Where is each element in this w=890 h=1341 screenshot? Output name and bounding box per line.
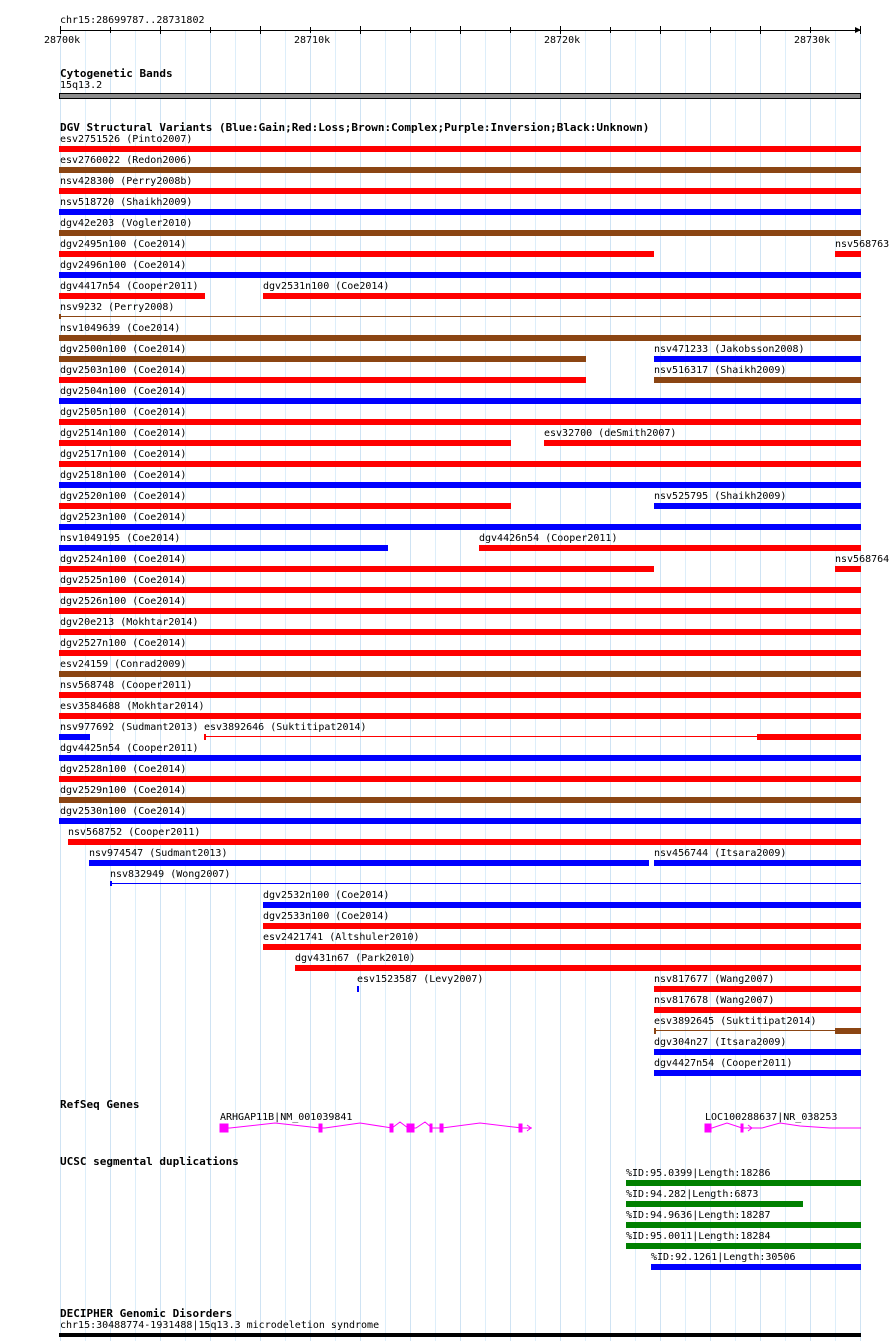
variant-bar[interactable]: [59, 734, 90, 740]
ruler-tick: [110, 27, 111, 33]
variant-label: nsv568763: [835, 239, 890, 250]
variant-label: dgv2533n100 (Coe2014): [263, 911, 390, 922]
variant-bar[interactable]: [479, 545, 861, 551]
variant-bar-cap: [110, 881, 112, 886]
variant-label: esv2760022 (Redon2006): [60, 155, 193, 166]
region-label: chr15:28699787..28731802: [60, 15, 205, 26]
variant-bar-block: [757, 734, 861, 740]
ruler-tick: [710, 27, 711, 33]
variant-label: dgv2528n100 (Coe2014): [60, 764, 187, 775]
ruler-tick: [160, 26, 161, 34]
variant-bar[interactable]: [59, 671, 861, 677]
ruler-tick-label: 28710k: [294, 35, 331, 46]
variant-label: nsv471233 (Jakobsson2008): [654, 344, 805, 355]
variant-label: dgv2526n100 (Coe2014): [60, 596, 187, 607]
ruler-tick: [360, 26, 361, 34]
variant-label: nsv9232 (Perry2008): [60, 302, 175, 313]
variant-label: dgv2518n100 (Coe2014): [60, 470, 187, 481]
variant-label: dgv20e213 (Mokhtar2014): [60, 617, 199, 628]
variant-bar[interactable]: [59, 713, 861, 719]
variant-label: esv3892645 (Suktitipat2014): [654, 1016, 817, 1027]
ruler-tick: [260, 26, 261, 34]
variant-bar-cap: [204, 734, 206, 740]
decipher-label: chr15:30488774-1931488|15q13.3 microdeletion syndrome: [60, 1320, 380, 1331]
segdup-bar[interactable]: [651, 1264, 861, 1270]
ruler-tick: [660, 26, 661, 34]
variant-bar[interactable]: [59, 482, 861, 488]
variant-bar-cap: [654, 1028, 656, 1034]
variant-label: nsv516317 (Shaikh2009): [654, 365, 787, 376]
variant-bar[interactable]: [654, 356, 861, 362]
decipher-track-title: DECIPHER Genomic Disorders: [60, 1307, 233, 1320]
decipher-bar[interactable]: [59, 1333, 861, 1337]
segdup-label: %ID:92.1261|Length:30506: [651, 1252, 796, 1263]
variant-label: dgv4425n54 (Cooper2011): [60, 743, 199, 754]
variant-bar[interactable]: [654, 986, 861, 992]
variant-label: dgv431n67 (Park2010): [295, 953, 416, 964]
segdup-bar[interactable]: [626, 1243, 861, 1249]
gene-model-arhgap11b: [220, 1122, 532, 1132]
ruler-tick: [860, 26, 861, 34]
variant-bar[interactable]: [59, 461, 861, 467]
cytoband-track-title: Cytogenetic Bands: [60, 67, 173, 80]
dgv-track-title: DGV Structural Variants (Blue:Gain;Red:Loss;Brown:Complex;Purple:Inversion;Black:Unknown): [60, 121, 650, 134]
variant-label: esv3892646 (Suktitipat2014): [204, 722, 367, 733]
variant-bar[interactable]: [110, 883, 861, 884]
variant-bar[interactable]: [654, 377, 861, 383]
variant-bar[interactable]: [59, 629, 861, 635]
variant-bar[interactable]: [59, 566, 654, 572]
variant-label: dgv2531n100 (Coe2014): [263, 281, 390, 292]
variant-label: nsv456744 (Itsara2009): [654, 848, 787, 859]
variant-label: dgv2525n100 (Coe2014): [60, 575, 187, 586]
variant-label: dgv2495n100 (Coe2014): [60, 239, 187, 250]
variant-bar[interactable]: [59, 797, 861, 803]
variant-label: dgv2523n100 (Coe2014): [60, 512, 187, 523]
variant-label: esv2751526 (Pinto2007): [60, 134, 193, 145]
ruler-tick: [810, 27, 811, 33]
variant-label: nsv817678 (Wang2007): [654, 995, 775, 1006]
ruler-tick: [560, 26, 561, 34]
variant-label: dgv2500n100 (Coe2014): [60, 344, 187, 355]
variant-label: esv24159 (Conrad2009): [60, 659, 187, 670]
ruler-tick: [60, 26, 61, 34]
variant-bar[interactable]: [654, 860, 861, 866]
variant-bar[interactable]: [263, 944, 861, 950]
segdup-bar[interactable]: [626, 1222, 861, 1228]
segdup-label: %ID:95.0399|Length:18286: [626, 1168, 771, 1179]
variant-label: dgv4426n54 (Cooper2011): [479, 533, 618, 544]
variant-label: nsv568748 (Cooper2011): [60, 680, 193, 691]
variant-label: dgv2527n100 (Coe2014): [60, 638, 187, 649]
variant-bar[interactable]: [59, 167, 861, 173]
variant-bar[interactable]: [59, 818, 861, 824]
variant-bar[interactable]: [654, 503, 861, 509]
variant-bar[interactable]: [654, 1070, 861, 1076]
variant-bar[interactable]: [59, 251, 654, 257]
ruler-tick-label: 28700k: [44, 35, 81, 46]
variant-label: nsv832949 (Wong2007): [110, 869, 231, 880]
variant-bar[interactable]: [654, 1049, 861, 1055]
variant-bar[interactable]: [59, 356, 586, 362]
variant-bar[interactable]: [59, 608, 861, 614]
variant-label: dgv2524n100 (Coe2014): [60, 554, 187, 565]
variant-bar[interactable]: [263, 293, 861, 299]
variant-bar[interactable]: [59, 587, 861, 593]
variant-bar[interactable]: [59, 188, 861, 194]
variant-label: dgv4417n54 (Cooper2011): [60, 281, 199, 292]
variant-bar[interactable]: [89, 860, 649, 866]
variant-label: dgv2514n100 (Coe2014): [60, 428, 187, 439]
variant-label: dgv304n27 (Itsara2009): [654, 1037, 787, 1048]
variant-label: nsv568764: [835, 554, 890, 565]
variant-bar[interactable]: [59, 146, 861, 152]
cytoband-label: 15q13.2: [60, 80, 103, 91]
variant-label: esv1523587 (Levy2007): [357, 974, 484, 985]
gene-label-loc100288637: LOC100288637|NR_038253: [705, 1112, 838, 1123]
variant-label: esv3584688 (Mokhtar2014): [60, 701, 205, 712]
variant-label: dgv42e203 (Vogler2010): [60, 218, 193, 229]
ruler-tick-label: 28730k: [794, 35, 831, 46]
ruler-tick: [510, 27, 511, 33]
variant-bar[interactable]: [59, 230, 861, 236]
cytoband-bar[interactable]: [59, 93, 861, 99]
variant-label: dgv2532n100 (Coe2014): [263, 890, 390, 901]
variant-bar[interactable]: [59, 440, 511, 446]
variant-bar[interactable]: [59, 755, 861, 761]
variant-label: nsv568752 (Cooper2011): [68, 827, 201, 838]
variant-bar[interactable]: [654, 1030, 861, 1031]
ruler-tick: [760, 26, 761, 34]
segdup-bar[interactable]: [626, 1201, 803, 1207]
variant-label: nsv1049639 (Coe2014): [60, 323, 181, 334]
variant-bar[interactable]: [59, 503, 511, 509]
variant-label: dgv2517n100 (Coe2014): [60, 449, 187, 460]
ruler-tick-label: 28720k: [544, 35, 581, 46]
variant-bar[interactable]: [59, 545, 388, 551]
ruler-tick: [410, 27, 411, 33]
variant-label: esv32700 (deSmith2007): [544, 428, 677, 439]
ruler-tick: [310, 27, 311, 33]
variant-bar-block: [835, 1028, 861, 1034]
segdup-label: %ID:95.0011|Length:18284: [626, 1231, 771, 1242]
segdup-track-title: UCSC segmental duplications: [60, 1155, 239, 1168]
variant-bar[interactable]: [295, 965, 861, 971]
segdup-label: %ID:94.9636|Length:18287: [626, 1210, 771, 1221]
variant-bar[interactable]: [59, 524, 861, 530]
variant-label: dgv2530n100 (Coe2014): [60, 806, 187, 817]
variant-label: nsv525795 (Shaikh2009): [654, 491, 787, 502]
segdup-bar[interactable]: [626, 1180, 861, 1186]
variant-label: esv2421741 (Altshuler2010): [263, 932, 420, 943]
variant-bar[interactable]: [59, 316, 861, 317]
segdup-label: %ID:94.282|Length:6873: [626, 1189, 759, 1200]
ruler-tick: [210, 27, 211, 33]
variant-bar[interactable]: [59, 776, 861, 782]
variant-bar[interactable]: [68, 839, 861, 845]
variant-bar[interactable]: [654, 1007, 861, 1013]
variant-bar[interactable]: [59, 272, 861, 278]
variant-bar[interactable]: [59, 293, 205, 299]
variant-bar[interactable]: [263, 902, 861, 908]
variant-label: nsv977692 (Sudmant2013): [60, 722, 199, 733]
variant-label: nsv518720 (Shaikh2009): [60, 197, 193, 208]
variant-label: nsv428300 (Perry2008b): [60, 176, 193, 187]
variant-label: dgv2520n100 (Coe2014): [60, 491, 187, 502]
gene-model-loc100288637: [705, 1123, 861, 1132]
variant-label: dgv2504n100 (Coe2014): [60, 386, 187, 397]
variant-label: dgv2505n100 (Coe2014): [60, 407, 187, 418]
variant-bar[interactable]: [59, 398, 861, 404]
variant-bar[interactable]: [263, 923, 861, 929]
gene-label-arhgap11b: ARHGAP11B|NM_001039841: [220, 1112, 353, 1123]
variant-bar[interactable]: [59, 419, 861, 425]
variant-label: dgv2503n100 (Coe2014): [60, 365, 187, 376]
variant-label: dgv4427n54 (Cooper2011): [654, 1058, 793, 1069]
variant-bar[interactable]: [59, 209, 861, 215]
ruler-tick: [460, 26, 461, 34]
variant-bar[interactable]: [835, 251, 861, 257]
variant-bar[interactable]: [59, 377, 586, 383]
variant-bar[interactable]: [357, 986, 359, 992]
variant-label: dgv2496n100 (Coe2014): [60, 260, 187, 271]
variant-label: nsv1049195 (Coe2014): [60, 533, 181, 544]
variant-label: dgv2529n100 (Coe2014): [60, 785, 187, 796]
variant-bar[interactable]: [835, 566, 861, 572]
variant-bar[interactable]: [544, 440, 861, 446]
variant-bar[interactable]: [59, 692, 861, 698]
variant-bar[interactable]: [59, 650, 861, 656]
variant-bar-cap: [59, 314, 61, 319]
variant-label: nsv817677 (Wang2007): [654, 974, 775, 985]
refseq-gene-models[interactable]: [0, 1118, 890, 1140]
refseq-track-title: RefSeq Genes: [60, 1098, 140, 1111]
variant-bar[interactable]: [59, 335, 861, 341]
variant-label: nsv974547 (Sudmant2013): [89, 848, 228, 859]
ruler-tick: [610, 27, 611, 33]
